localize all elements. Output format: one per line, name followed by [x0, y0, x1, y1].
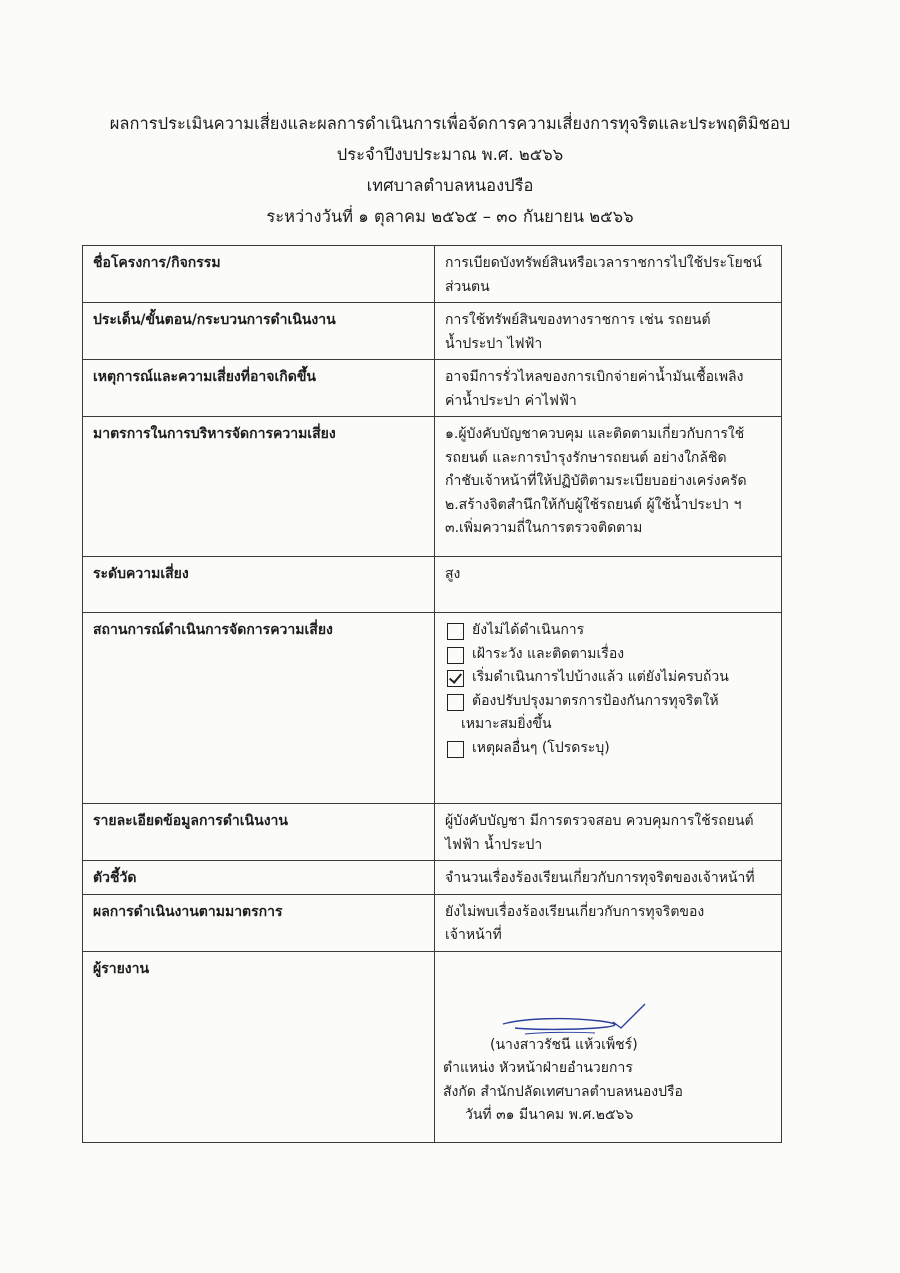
issue-label: ประเด็น/ขั้นตอน/กระบวนการดำเนินงาน [83, 303, 435, 360]
signature-image [495, 992, 665, 1037]
status-option-text: เฝ้าระวัง และติดตามเรื่อง [472, 645, 625, 662]
details-label: รายละเอียดข้อมูลการดำเนินงาน [83, 804, 435, 861]
details-line-1: ผู้บังคับบัญชา มีการตรวจสอบ ควบคุมการใช้รถยนต์ [445, 813, 754, 829]
risk-level-value: สูง [435, 557, 782, 613]
checkbox[interactable] [447, 741, 464, 758]
status-option[interactable] [445, 619, 773, 643]
row-issue [83, 303, 782, 360]
checkbox[interactable] [447, 694, 464, 711]
period: ระหว่างวันที่ ๑ ตุลาคม ๒๕๖๕ – ๓๐ กันยายน ๒๕๖๖ [266, 207, 634, 226]
checkbox-checked[interactable] [447, 670, 464, 687]
document-header [0, 108, 900, 232]
status-options [435, 613, 782, 804]
measures-value [435, 417, 782, 557]
status-option[interactable] [445, 643, 773, 667]
result-label: ผลการดำเนินงานตามมาตรการ [83, 894, 435, 951]
row-project [83, 246, 782, 303]
measure-line: ๑.ผู้บังคับบัญชาควบคุม และติดตามเกี่ยวกับการใช้ [445, 426, 745, 442]
status-option-text: ยังไม่ได้ดำเนินการ [472, 622, 585, 638]
indicator-value: จำนวนเรื่องร้องเรียนเกี่ยวกับการทุจริตของเจ้าหน้าที่ [435, 861, 782, 895]
checkbox[interactable] [447, 623, 464, 640]
measure-line: กำชับเจ้าหน้าที่ให้ปฏิบัติตามระเบียบอย่างเคร่งครัด [445, 473, 747, 489]
row-reporter [83, 951, 782, 1142]
project-value [435, 246, 782, 303]
row-result [83, 894, 782, 951]
row-risk-event [83, 360, 782, 417]
risk-report-table [82, 245, 782, 1143]
project-line-2: ส่วนตน [445, 278, 490, 295]
risk-event-line-2: ค่าน้ำประปา ค่าไฟฟ้า [445, 392, 577, 409]
reporter-position: ตำแหน่ง หัวหน้าฝ่ายอำนวยการ [443, 1060, 633, 1076]
risk-level-label: ระดับความเสี่ยง [83, 557, 435, 613]
reporter-name: (นางสาวรัชนี แห้วเพ็ชร์) [490, 1036, 638, 1053]
row-risk-level [83, 557, 782, 613]
issue-line-1: การใช้ทรัพย์สินของทางราชการ เช่น รถยนต์ [445, 312, 711, 328]
status-option-text: เริ่มดำเนินการไปบ้างแล้ว แต่ยังไม่ครบถ้วน [472, 669, 729, 685]
result-line-1: ยังไม่พบเรื่องร้องเรียนเกี่ยวกับการทุจริตของ [445, 903, 705, 920]
risk-event-value [435, 360, 782, 417]
measures-label: มาตรการในการบริหารจัดการความเสี่ยง [83, 417, 435, 557]
fiscal-year: ประจำปีงบประมาณ พ.ศ. ๒๕๖๖ [336, 145, 564, 164]
status-option[interactable] [445, 690, 773, 714]
details-line-2: ไฟฟ้า น้ำประปา [445, 836, 543, 853]
result-line-2: เจ้าหน้าที่ [445, 927, 502, 943]
checkbox[interactable] [447, 647, 464, 664]
status-option[interactable] [445, 737, 773, 761]
status-option-text: ต้องปรับปรุงมาตรการป้องกันการทุจริตให้ [472, 692, 719, 709]
document-title: ผลการประเมินความเสี่ยงและผลการดำเนินการเพื่อจัดการความเสี่ยงการทุจริตและประพฤติมิชอบ [109, 114, 791, 133]
reporter-block [435, 951, 782, 1142]
details-value [435, 804, 782, 861]
risk-event-label: เหตุการณ์และความเสี่ยงที่อาจเกิดขึ้น [83, 360, 435, 417]
report-date: วันที่ ๓๑ มีนาคม พ.ศ.๒๕๖๖ [465, 1107, 634, 1123]
result-value [435, 894, 782, 951]
status-option-text: เหตุผลอื่นๆ (โปรดระบุ) [472, 739, 610, 756]
organization-name: เทศบาลตำบลหนองปรือ [366, 176, 534, 195]
project-label: ชื่อโครงการ/กิจกรรม [83, 246, 435, 303]
status-option[interactable] [445, 666, 773, 690]
issue-value [435, 303, 782, 360]
risk-event-line-1: อาจมีการรั่วไหลของการเบิกจ่ายค่าน้ำมันเชื้อเพลิง [445, 369, 744, 385]
measure-line: ๒.สร้างจิตสำนึกให้กับผู้ใช้รถยนต์ ผู้ใช้น้ำประปา ฯ [445, 496, 742, 513]
reporter-affiliation: สังกัด สำนักปลัดเทศบาลตำบลหนองปรือ [443, 1083, 683, 1100]
measure-line: รถยนต์ และการบำรุงรักษารถยนต์ อย่างใกล้ชิด [445, 449, 727, 466]
row-status [83, 613, 782, 804]
row-indicator [83, 861, 782, 895]
status-label: สถานการณ์ดำเนินการจัดการความเสี่ยง [83, 613, 435, 804]
measure-line: ๓.เพิ่มความถี่ในการตรวจติดตาม [445, 520, 643, 536]
row-details [83, 804, 782, 861]
project-line-1: การเบียดบังทรัพย์สินหรือเวลาราชการไปใช้ประโยชน์ [445, 255, 762, 271]
reporter-label: ผู้รายงาน [83, 951, 435, 1142]
issue-line-2: น้ำประปา ไฟฟ้า [445, 335, 543, 352]
status-option-continuation: เหมาะสมยิ่งขึ้น [461, 716, 552, 732]
indicator-label: ตัวชี้วัด [83, 861, 435, 895]
row-measures [83, 417, 782, 557]
